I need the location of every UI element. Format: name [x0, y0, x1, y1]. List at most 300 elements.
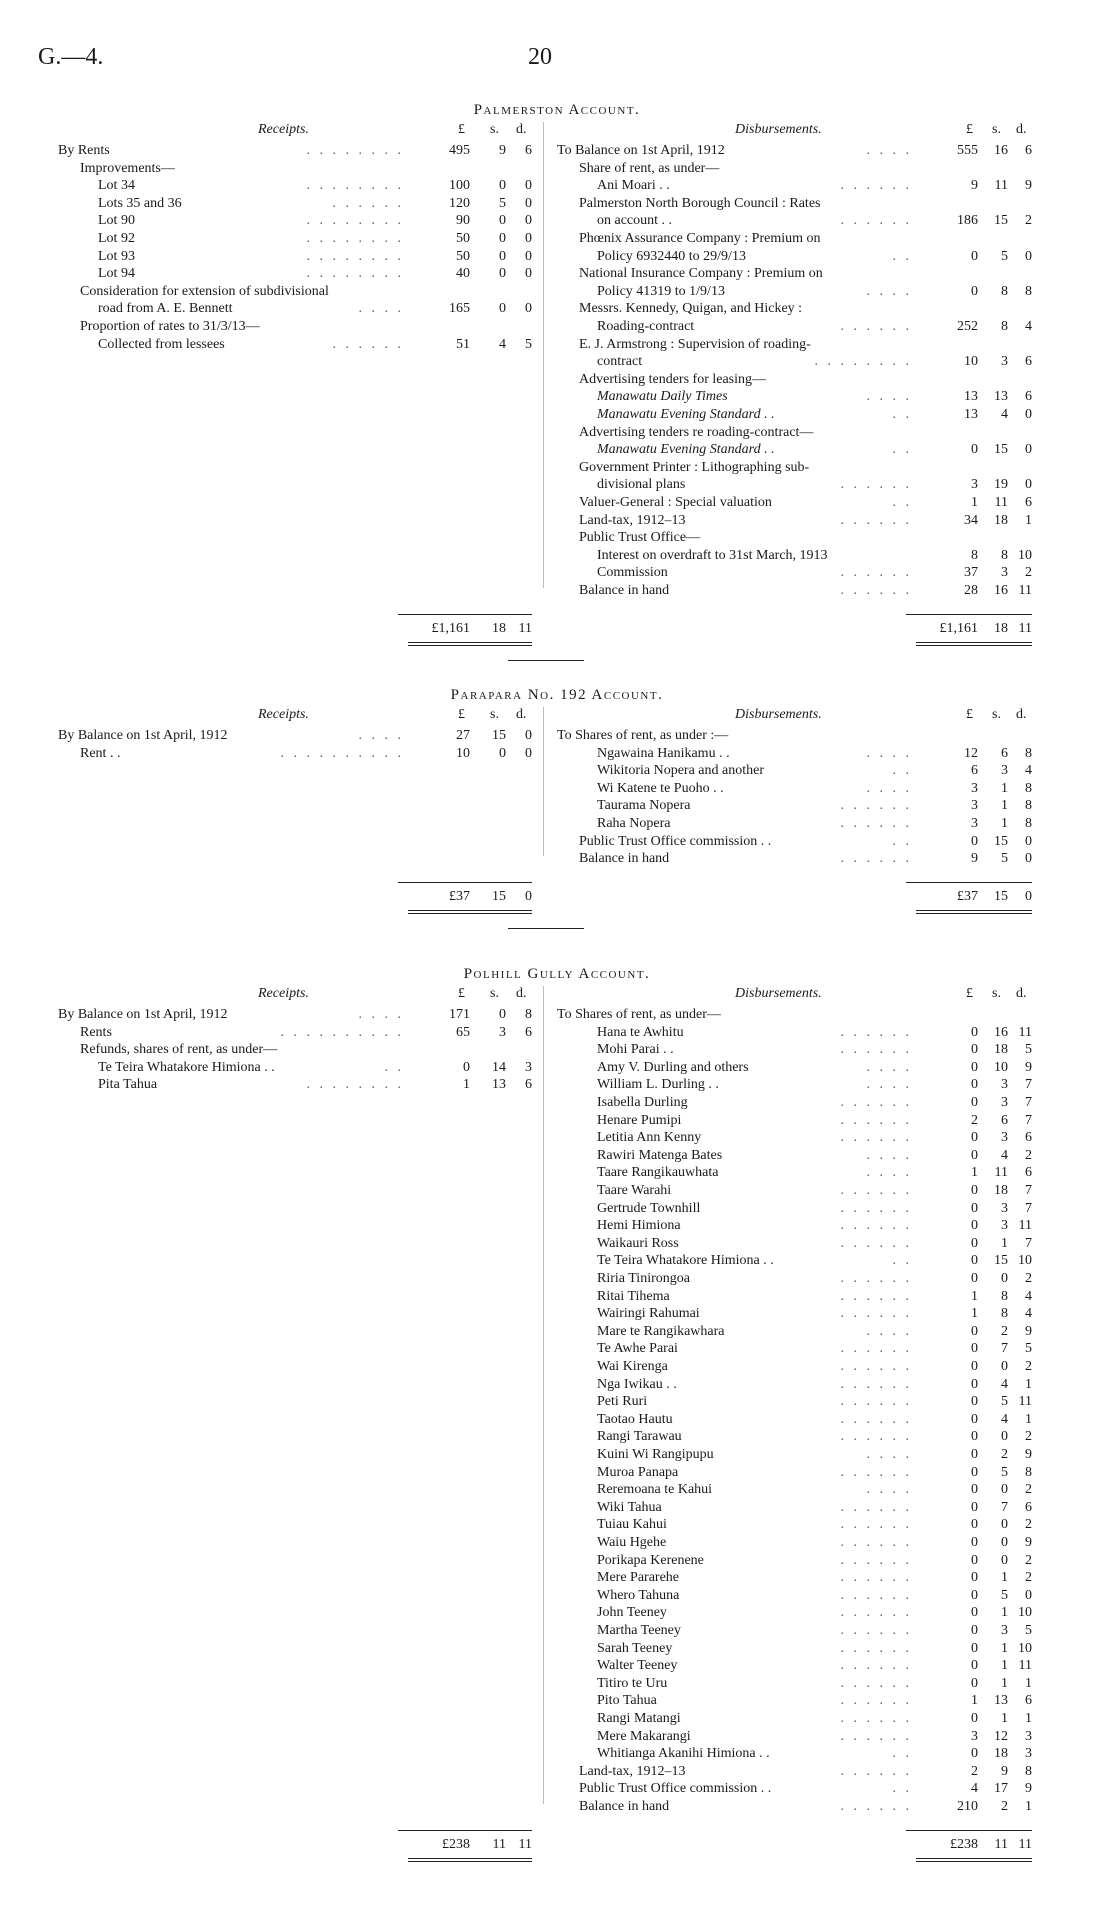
section-separator [508, 928, 584, 929]
amount-pence: 3 [525, 1059, 532, 1075]
amount-pounds: 0 [971, 1323, 978, 1339]
section-title: Palmerston Account. [473, 102, 641, 118]
amount-shillings: 16 [994, 583, 1008, 598]
leader-dots: . . . . . . . . [306, 143, 404, 158]
amount-shillings: 8 [1001, 1288, 1008, 1304]
ledger-entry: Kuini Wi Rangipupu [597, 1447, 714, 1462]
amount-pence: 8 [525, 1007, 532, 1022]
ledger-entry: Messrs. Kennedy, Quigan, and Hickey : [579, 301, 803, 317]
leader-dots: . . . . . . [840, 178, 912, 194]
amount-shillings: 2 [1001, 1447, 1008, 1462]
amount-pence: 0 [525, 213, 532, 229]
ledger-entry: Share of rent, as under— [579, 160, 720, 176]
leader-dots: . . . . . . [840, 1394, 912, 1410]
total-rule-double [408, 910, 532, 911]
amount-shillings: 0 [499, 745, 506, 761]
amount-pounds: 13 [964, 407, 978, 422]
ledger-entry: Lot 92 [98, 231, 135, 246]
amount-pounds: 0 [971, 1271, 978, 1286]
ledger-entry: Sarah Teeney [597, 1640, 673, 1656]
ledger-entry: Government Printer : Lithographing sub- [579, 459, 810, 475]
leader-dots: . . . . . . [840, 1042, 912, 1058]
amount-shillings: 4 [1001, 407, 1008, 422]
amount-pence: 1 [1025, 1675, 1032, 1691]
ledger-entry: Manawatu Evening Standard . . [597, 442, 775, 458]
amount-shillings: 1 [1001, 1711, 1008, 1726]
amount-shillings: 0 [1001, 1359, 1008, 1374]
amount-pence: 2 [1025, 1359, 1032, 1374]
ledger-entry: Commission [597, 565, 668, 581]
amount-pence: 6 [525, 143, 532, 158]
amount-pounds: 0 [971, 1095, 978, 1110]
shillings-heading: s. [992, 122, 1001, 137]
amount-pence: 2 [1025, 213, 1032, 229]
leader-dots: . . . . [866, 1482, 912, 1498]
pounds-heading: £ [458, 986, 465, 1001]
leader-dots: . . . . . . . . [306, 266, 404, 282]
leader-dots: . . [892, 495, 912, 510]
leader-dots: . . . . . . [840, 1570, 912, 1586]
amount-pence: 1 [1025, 512, 1032, 528]
total-rule-top [398, 882, 532, 883]
leader-dots: . . . . [866, 780, 912, 796]
amount-pounds: 1 [971, 1288, 978, 1304]
ledger-entry: Waikauri Ross [597, 1235, 679, 1251]
amount-pounds: 0 [971, 1447, 978, 1462]
amount-shillings: 9 [1001, 1763, 1008, 1779]
total-rule-top [906, 882, 1032, 883]
ledger-entry: Martha Teeney [597, 1623, 681, 1638]
receipts-total-pounds: £238 [442, 1836, 470, 1852]
leader-dots: . . . . . . [840, 512, 912, 528]
ledger-entry: To Balance on 1st April, 1912 [557, 143, 725, 158]
amount-pence: 0 [525, 248, 532, 264]
amount-pounds: 10 [456, 745, 470, 761]
amount-pounds: 0 [971, 833, 978, 849]
amount-shillings: 11 [994, 495, 1008, 510]
amount-shillings: 5 [1001, 1587, 1008, 1603]
amount-pence: 10 [1018, 1640, 1032, 1656]
ledger-entry: Palmerston North Borough Council : Rates [579, 195, 821, 211]
ledger-entry: Mere Pararehe [597, 1570, 680, 1586]
amount-pounds: 8 [971, 547, 978, 563]
amount-pounds: 0 [971, 1341, 978, 1357]
amount-pence: 2 [1025, 565, 1032, 581]
amount-pounds: 3 [971, 780, 978, 796]
pounds-heading: £ [966, 707, 973, 722]
ledger-entry: By Balance on 1st April, 1912 [58, 1007, 228, 1022]
amount-pence: 7 [1025, 1112, 1032, 1128]
disbursements-heading: Disbursements. [735, 986, 822, 1001]
amount-pounds: 252 [957, 319, 978, 334]
amount-pounds: 0 [971, 1499, 978, 1515]
amount-pence: 11 [1018, 1218, 1032, 1234]
amount-pounds: 0 [971, 1746, 978, 1762]
amount-shillings: 3 [1001, 1077, 1008, 1093]
total-rule-double [408, 1861, 532, 1862]
ledger-entry: Policy 41319 to 1/9/13 [597, 283, 725, 299]
leader-dots: . . . . . . [840, 1271, 912, 1286]
amount-pence: 9 [1025, 1059, 1032, 1075]
leader-dots: . . . . . . [840, 213, 912, 229]
amount-pence: 0 [1025, 442, 1032, 458]
ledger-entry: Lot 90 [98, 213, 135, 229]
total-rule-double [916, 1861, 1032, 1862]
leader-dots: . . . . . . [840, 1359, 912, 1374]
ledger-entry: Collected from lessees [98, 336, 225, 352]
disbursements-heading: Disbursements. [735, 122, 822, 137]
amount-pence: 8 [1025, 283, 1032, 299]
amount-pounds: 6 [971, 763, 978, 779]
amount-pence: 11 [1018, 1658, 1032, 1674]
leader-dots: . . [892, 407, 912, 422]
ledger-entry: road from A. E. Bennett [98, 301, 233, 317]
amount-pence: 2 [1025, 1552, 1032, 1568]
receipts-total-pounds: £37 [449, 888, 470, 904]
leader-dots: . . . . [866, 389, 912, 405]
ledger-entry: Rents [80, 1024, 112, 1040]
pence-heading: d. [1016, 986, 1027, 1001]
amount-shillings: 4 [499, 336, 506, 352]
amount-pence: 6 [525, 1077, 532, 1093]
ledger-entry: Lot 34 [98, 178, 135, 194]
amount-pounds: 4 [971, 1781, 978, 1797]
amount-pounds: 0 [971, 1570, 978, 1586]
leader-dots: . . . . . . [332, 336, 404, 352]
amount-shillings: 4 [1001, 1147, 1008, 1163]
leader-dots: . . . . . . . . [306, 178, 404, 194]
ledger-entry: divisional plans [597, 477, 686, 493]
disbursements-total-pounds: £37 [957, 888, 978, 904]
amount-pence: 3 [1025, 1728, 1032, 1744]
leader-dots: . . [892, 833, 912, 849]
amount-pence: 5 [1025, 1341, 1032, 1357]
leader-dots: . . . . . . [840, 1517, 912, 1533]
leader-dots: . . . . . . [840, 1763, 912, 1779]
amount-pence: 1 [1025, 1711, 1032, 1726]
amount-pounds: 0 [971, 1517, 978, 1533]
amount-pounds: 40 [456, 266, 470, 282]
disbursements-total-pence: 11 [1018, 1836, 1032, 1852]
ledger-entry: Wai Kirenga [597, 1359, 668, 1374]
ledger-entry: Henare Pumipi [597, 1112, 682, 1128]
amount-pence: 9 [1025, 1535, 1032, 1550]
amount-shillings: 5 [499, 195, 506, 211]
amount-pence: 1 [1025, 1411, 1032, 1427]
leader-dots: . . . . . . . . [306, 213, 404, 229]
amount-pounds: 3 [971, 477, 978, 493]
amount-pounds: 100 [449, 178, 470, 194]
amount-shillings: 1 [1001, 798, 1008, 814]
amount-pounds: 2 [971, 1763, 978, 1779]
ledger-entry: Wiki Tahua [597, 1499, 662, 1515]
amount-shillings: 0 [1001, 1429, 1008, 1445]
amount-pence: 10 [1018, 1253, 1032, 1269]
disbursements-total-shillings: 18 [994, 620, 1008, 636]
receipts-total-pence: 11 [518, 1836, 532, 1852]
amount-pence: 11 [1018, 583, 1032, 598]
leader-dots: . . . . . . [332, 195, 404, 211]
ledger-entry: Taurama Nopera [597, 798, 691, 814]
amount-shillings: 8 [1001, 283, 1008, 299]
amount-pounds: 171 [449, 1007, 470, 1022]
receipts-heading: Receipts. [258, 986, 309, 1001]
amount-shillings: 13 [994, 1693, 1008, 1709]
amount-pounds: 0 [971, 1042, 978, 1058]
amount-pence: 0 [525, 745, 532, 761]
leader-dots: . . . . . . [840, 319, 912, 334]
amount-shillings: 15 [994, 833, 1008, 849]
ledger-entry: Pita Tahua [98, 1077, 158, 1093]
disbursements-total-pounds: £238 [950, 1836, 978, 1852]
leader-dots: . . . . . . [840, 1112, 912, 1128]
column-divider [543, 122, 544, 588]
ledger-entry: Letitia Ann Kenny [597, 1130, 702, 1146]
ledger-entry: Porikapa Kerenene [597, 1552, 704, 1568]
ledger-entry: To Shares of rent, as under :— [557, 728, 729, 743]
amount-pounds: 495 [449, 143, 470, 158]
leader-dots: . . . . . . [840, 1024, 912, 1040]
leader-dots: . . . . [358, 1007, 404, 1022]
amount-shillings: 4 [1001, 1376, 1008, 1392]
amount-pence: 8 [1025, 1763, 1032, 1779]
amount-pounds: 0 [971, 1253, 978, 1269]
amount-pence: 7 [1025, 1235, 1032, 1251]
ledger-entry: Wikitoria Nopera and another [597, 763, 764, 779]
leader-dots: . . . . [866, 1077, 912, 1093]
ledger-entry: Mohi Parai . . [597, 1042, 674, 1058]
page-number: 20 [528, 44, 552, 70]
amount-shillings: 3 [1001, 1130, 1008, 1146]
ledger-entry: Lots 35 and 36 [98, 195, 182, 211]
leader-dots: . . . . . . [840, 1341, 912, 1357]
amount-pence: 6 [1025, 1165, 1032, 1181]
amount-pounds: 210 [957, 1799, 978, 1814]
amount-pence: 5 [1025, 1623, 1032, 1638]
ledger-entry: By Balance on 1st April, 1912 [58, 728, 228, 743]
amount-shillings: 5 [1001, 1464, 1008, 1480]
ledger-entry: Phœnix Assurance Company : Premium on [579, 231, 821, 246]
amount-pence: 8 [1025, 780, 1032, 796]
amount-pounds: 0 [971, 1640, 978, 1656]
leader-dots: . . . . . . . . [306, 231, 404, 246]
ledger-entry: Manawatu Daily Times [597, 389, 728, 405]
amount-shillings: 13 [492, 1077, 506, 1093]
amount-pounds: 9 [971, 178, 978, 194]
amount-shillings: 0 [499, 248, 506, 264]
leader-dots: . . [384, 1059, 404, 1075]
leader-dots: . . . . . . [840, 1693, 912, 1709]
pounds-heading: £ [966, 122, 973, 137]
amount-pounds: 51 [456, 336, 470, 352]
amount-pounds: 10 [964, 354, 978, 370]
leader-dots: . . . . . . [840, 1552, 912, 1568]
amount-shillings: 16 [994, 143, 1008, 158]
amount-pence: 2 [1025, 1429, 1032, 1445]
leader-dots: . . [892, 1253, 912, 1269]
ledger-entry: Muroa Panapa [597, 1464, 679, 1480]
ledger-entry: Peti Ruri [597, 1394, 648, 1410]
leader-dots: . . . . . . [840, 1200, 912, 1216]
leader-dots: . . . . . . [840, 1499, 912, 1515]
amount-pence: 0 [525, 178, 532, 194]
amount-pounds: 27 [456, 728, 470, 743]
amount-pounds: 0 [971, 1077, 978, 1093]
total-rule-double [408, 1858, 532, 1859]
amount-pounds: 555 [957, 143, 978, 158]
amount-pence: 6 [1025, 1130, 1032, 1146]
amount-pence: 5 [525, 336, 532, 352]
leader-dots: . . . . [866, 1447, 912, 1462]
ledger-entry: Hemi Himiona [597, 1218, 681, 1234]
ledger-entry: Policy 6932440 to 29/9/13 [597, 248, 746, 264]
leader-dots: . . . . . . . . [814, 354, 912, 370]
amount-pounds: 0 [971, 1147, 978, 1163]
amount-pence: 2 [1025, 1517, 1032, 1533]
ledger-entry: Isabella Durling [597, 1095, 688, 1110]
amount-pence: 5 [1025, 1042, 1032, 1058]
amount-pounds: 9 [971, 851, 978, 867]
amount-shillings: 18 [994, 1042, 1008, 1058]
amount-pounds: 165 [449, 301, 470, 317]
amount-pounds: 0 [971, 1429, 978, 1445]
leader-dots: . . . . . . [840, 565, 912, 581]
amount-pence: 0 [1025, 477, 1032, 493]
amount-pounds: 0 [971, 1411, 978, 1427]
amount-pence: 6 [1025, 354, 1032, 370]
amount-shillings: 15 [994, 1253, 1008, 1269]
leader-dots: . . . . . . [840, 1218, 912, 1234]
amount-shillings: 3 [1001, 565, 1008, 581]
pence-heading: d. [516, 707, 527, 722]
amount-shillings: 1 [1001, 1570, 1008, 1586]
amount-shillings: 4 [1001, 1411, 1008, 1427]
total-rule-double [408, 913, 532, 914]
amount-shillings: 17 [994, 1781, 1008, 1797]
amount-pounds: 0 [971, 1675, 978, 1691]
ledger-entry: Pito Tahua [597, 1693, 657, 1709]
amount-shillings: 19 [994, 477, 1008, 493]
ledger-entry: Advertising tenders re roading-contract— [579, 424, 814, 440]
ledger-entry: Titiro te Uru [597, 1675, 668, 1691]
amount-pence: 11 [1018, 1394, 1032, 1410]
amount-pence: 4 [1025, 763, 1032, 779]
leader-dots: . . . . . . [840, 1183, 912, 1198]
amount-pence: 7 [1025, 1200, 1032, 1216]
total-rule-double [916, 645, 1032, 646]
ledger-entry: Improvements— [80, 160, 175, 176]
amount-shillings: 0 [499, 301, 506, 317]
amount-shillings: 12 [994, 1728, 1008, 1744]
amount-pence: 6 [1025, 1693, 1032, 1709]
amount-pounds: 0 [971, 1024, 978, 1040]
leader-dots: . . . . [358, 728, 404, 743]
receipts-total-pence: 11 [518, 620, 532, 636]
amount-pence: 8 [1025, 816, 1032, 831]
amount-shillings: 18 [994, 512, 1008, 528]
amount-shillings: 2 [1001, 1323, 1008, 1339]
amount-pounds: 0 [971, 1605, 978, 1621]
leader-dots: . . . . . . [840, 1464, 912, 1480]
amount-pence: 0 [525, 266, 532, 282]
section-title: Polhill Gully Account. [463, 966, 651, 982]
amount-pounds: 1 [971, 495, 978, 510]
ledger-entry: Rawiri Matenga Bates [597, 1147, 723, 1163]
amount-shillings: 11 [994, 178, 1008, 194]
amount-shillings: 3 [1001, 1623, 1008, 1638]
ledger-entry: Whitianga Akanihi Himiona . . [597, 1746, 770, 1762]
amount-shillings: 0 [499, 1007, 506, 1022]
amount-pounds: 0 [971, 1183, 978, 1198]
ledger-entry: Valuer-General : Special valuation [579, 495, 772, 510]
amount-pence: 0 [1025, 1587, 1032, 1603]
ledger-entry: Public Trust Office— [579, 530, 701, 546]
amount-pence: 0 [525, 728, 532, 743]
amount-pence: 8 [1025, 1464, 1032, 1480]
amount-pounds: 2 [971, 1112, 978, 1128]
amount-pounds: 186 [957, 213, 978, 229]
ledger-entry: Land-tax, 1912–13 [579, 1763, 686, 1779]
amount-pence: 7 [1025, 1183, 1032, 1198]
receipts-heading: Receipts. [258, 122, 309, 137]
leader-dots: . . . . . . [840, 1130, 912, 1146]
total-rule-double [408, 642, 532, 643]
shillings-heading: s. [490, 986, 499, 1001]
amount-pence: 2 [1025, 1147, 1032, 1163]
amount-shillings: 0 [1001, 1517, 1008, 1533]
amount-shillings: 1 [1001, 780, 1008, 796]
amount-shillings: 1 [1001, 1235, 1008, 1251]
amount-shillings: 0 [499, 178, 506, 194]
amount-pounds: 0 [971, 283, 978, 299]
ledger-entry: Taare Warahi [597, 1183, 672, 1198]
amount-pence: 6 [1025, 143, 1032, 158]
ledger-entry: National Insurance Company : Premium on [579, 266, 823, 282]
amount-shillings: 16 [994, 1024, 1008, 1040]
leader-dots: . . . . . . [840, 1288, 912, 1304]
leader-dots: . . . . [866, 745, 912, 761]
amount-pounds: 3 [971, 798, 978, 814]
amount-shillings: 9 [499, 143, 506, 158]
leader-dots: . . . . . . [840, 1623, 912, 1638]
shillings-heading: s. [992, 986, 1001, 1001]
amount-shillings: 3 [1001, 354, 1008, 370]
disbursements-total-pounds: £1,161 [939, 620, 978, 636]
ledger-entry: on account . . [597, 213, 673, 229]
leader-dots: . . . . . . . . . . [280, 745, 404, 761]
amount-pounds: 50 [456, 248, 470, 264]
amount-pence: 0 [525, 195, 532, 211]
shillings-heading: s. [490, 122, 499, 137]
leader-dots: . . . . . . [840, 1675, 912, 1691]
leader-dots: . . . . . . [840, 583, 912, 598]
amount-pounds: 34 [964, 512, 978, 528]
amount-shillings: 0 [1001, 1271, 1008, 1286]
ledger-entry: Gertrude Townhill [597, 1200, 701, 1216]
amount-pence: 9 [1025, 1781, 1032, 1797]
amount-pounds: 0 [971, 1394, 978, 1410]
amount-pence: 9 [1025, 1447, 1032, 1462]
amount-pounds: 28 [964, 583, 978, 598]
leader-dots: . . . . . . [840, 851, 912, 867]
amount-pounds: 0 [971, 1218, 978, 1234]
total-rule-double [408, 645, 532, 646]
amount-shillings: 11 [994, 1165, 1008, 1181]
amount-shillings: 6 [1001, 745, 1008, 761]
amount-shillings: 5 [1001, 851, 1008, 867]
amount-pounds: 13 [964, 389, 978, 405]
ledger-entry: To Shares of rent, as under— [557, 1007, 721, 1022]
